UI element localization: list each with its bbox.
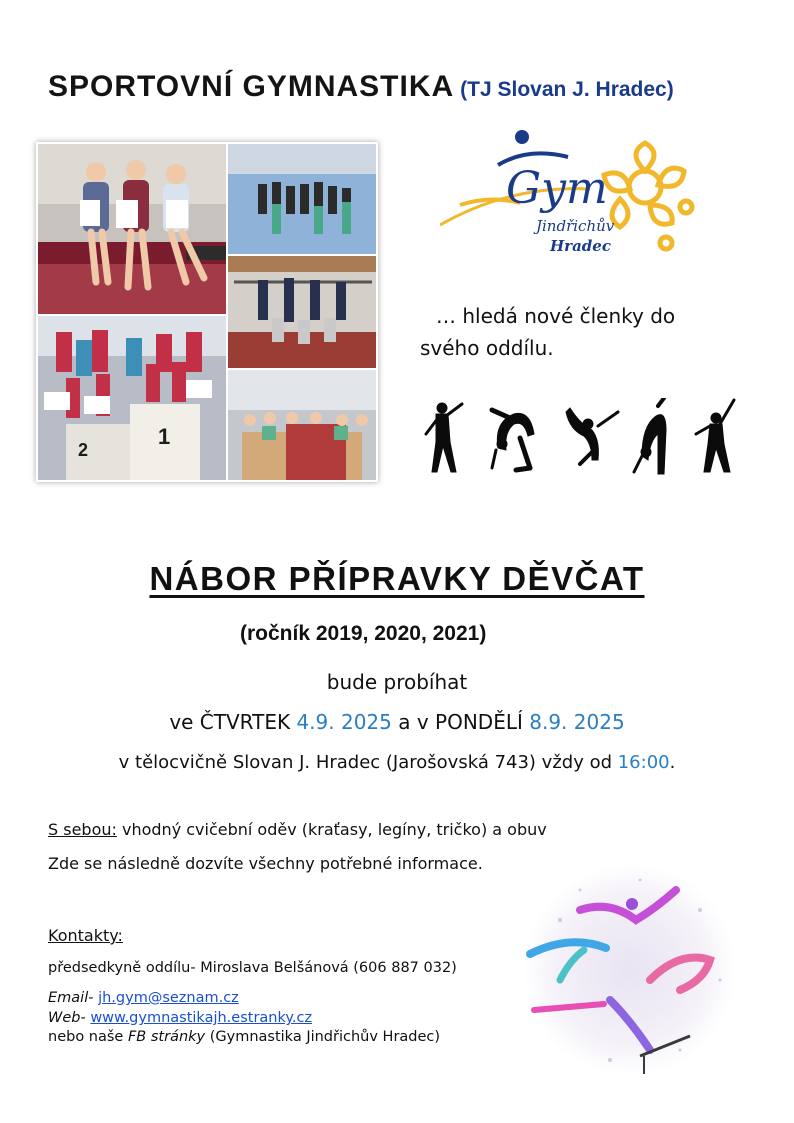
page-title [48, 70, 674, 104]
email-link[interactable]: jh.gym@seznam.cz [98, 990, 239, 1006]
photo-collage [36, 142, 378, 482]
web-sep: - [80, 1010, 91, 1026]
place-text: v tělocvičně Slovan J. Hradec (Jarošovská 743) vždy od [118, 752, 618, 773]
place-suffix: . [669, 752, 676, 773]
fb-suffix: (Gymnastika Jindřichův Hradec) [205, 1029, 441, 1045]
tagline-line1: … hledá nové členky do [436, 304, 676, 328]
info-line: Zde se následně dozvíte všechny potřebné informace. [48, 854, 483, 873]
collage-graphic [36, 142, 378, 482]
day1-prefix: ve ČTVRTEK [169, 710, 297, 734]
figure-head-icon [515, 130, 529, 144]
bring-line [48, 820, 547, 839]
logo-wordmark: Gym [506, 163, 608, 214]
title-club: (TJ Slovan J. Hradec) [460, 78, 674, 101]
day1-date: 4.9. 2025 [296, 710, 392, 734]
logo-city-line2: Hradec [550, 237, 611, 255]
dates-line [0, 710, 794, 734]
place-line [0, 752, 794, 773]
recruitment-heading-text: NÁBOR PŘÍPRAVKY DĚVČAT [149, 560, 645, 597]
contact-chair: předsedkyně oddílu- Miroslava Belšánová (606 887 032) [48, 960, 457, 976]
contact-fb-line [48, 1029, 440, 1045]
photo-team-floor [228, 144, 376, 254]
illustration-graphic [520, 860, 740, 1080]
club-logo [440, 125, 700, 265]
silhouette-pose-icon [696, 400, 734, 472]
title-main: SPORTOVNÍ GYMNASTIKA [48, 70, 455, 103]
flower-icon [604, 143, 692, 249]
start-time: 16:00 [617, 752, 670, 773]
photo-kids-mats [228, 370, 376, 480]
contact-web-line [48, 1010, 312, 1026]
silhouette-backbend-icon [492, 410, 534, 470]
web-link[interactable]: www.gymnastikajh.estranky.cz [90, 1010, 313, 1026]
will-be-held: bude probíhat [326, 670, 468, 694]
podium-number-2: 2 [78, 440, 89, 460]
gymnastics-illustration [520, 860, 740, 1080]
web-label: Web [48, 1010, 81, 1026]
silhouette-standing-icon [426, 403, 462, 472]
recruitment-heading [0, 560, 794, 598]
email-label: Email [48, 990, 89, 1006]
dates-joiner: a v PONDĚLÍ [391, 710, 530, 734]
silhouette-leap-icon [566, 408, 618, 464]
tagline-line2: svého oddílu. [420, 336, 554, 360]
logo-city-line1: Jindřichův [536, 217, 615, 235]
tagline [420, 300, 675, 364]
podium-number-1: 1 [158, 424, 171, 449]
photo-podium [38, 316, 226, 480]
silhouette-walkover-icon [634, 398, 666, 474]
silhouettes-graphic [420, 398, 750, 478]
logo-graphic [440, 125, 700, 265]
fb-prefix: nebo naše [48, 1029, 128, 1045]
bring-label: S sebou: [48, 820, 117, 839]
fb-label: FB stránky [127, 1029, 206, 1045]
bring-text: vhodný cvičební oděv (kraťasy, legíny, tričko) a obuv [116, 820, 547, 839]
gymnast-silhouettes [420, 398, 750, 478]
birth-years: (ročník 2019, 2020, 2021) [240, 622, 487, 645]
photo-bars-pyramid [228, 256, 376, 368]
photo-beam-girls [38, 144, 226, 314]
day2-date: 8.9. 2025 [529, 710, 625, 734]
email-sep: - [88, 990, 99, 1006]
contacts-label: Kontakty: [48, 926, 123, 945]
contact-email-line [48, 990, 239, 1006]
